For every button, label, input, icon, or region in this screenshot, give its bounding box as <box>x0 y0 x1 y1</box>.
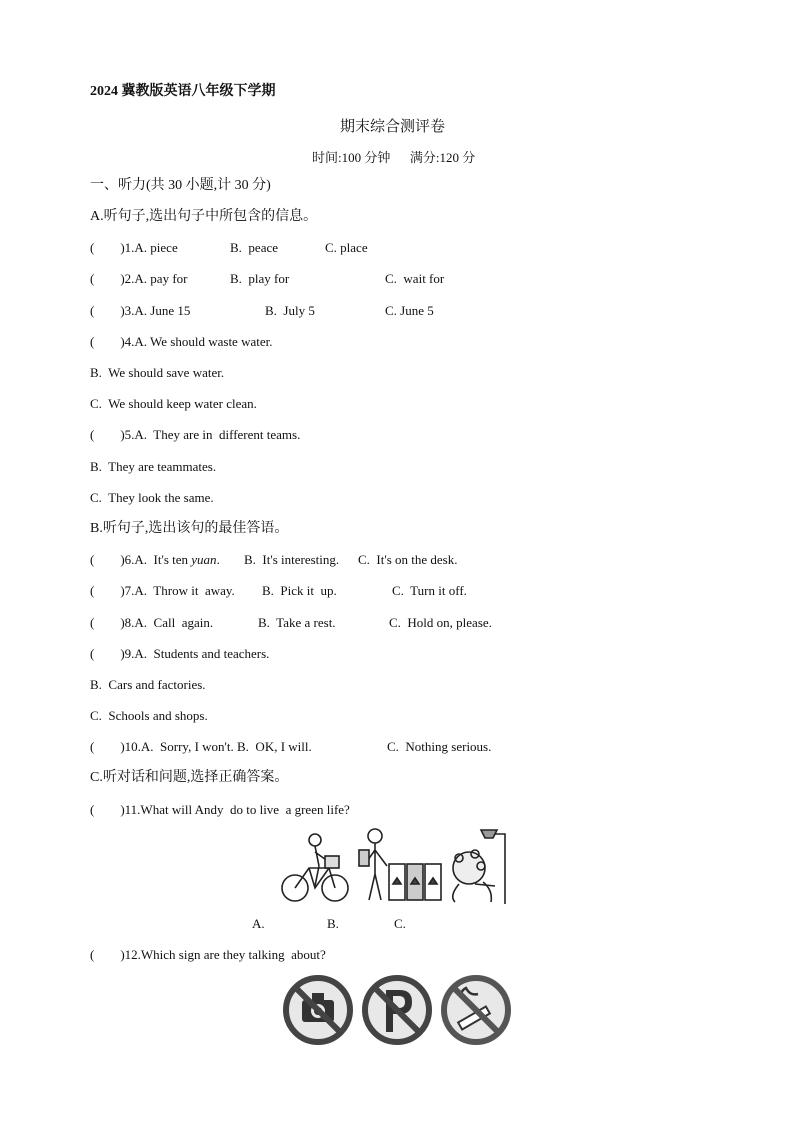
no-parking-sign-icon <box>365 978 429 1042</box>
question-1: ( )1.A. piece <box>90 240 178 255</box>
question-5-option-c: C. They look the same. <box>90 490 214 505</box>
question-2-option-c: C. wait for <box>385 271 445 286</box>
part-c-instruction: C.听对话和问题,选择正确答案。 <box>90 770 289 785</box>
question-8: ( )8.A. Call again. <box>90 615 214 630</box>
question-6-stem: ( )6.A. It's ten <box>90 552 192 567</box>
question-3-option-c: C. June 5 <box>385 303 434 318</box>
question-2-option-b: B. play for <box>230 271 290 286</box>
q11-label-c: C. <box>394 916 406 931</box>
question-8-option-c: C. Hold on, please. <box>389 615 492 630</box>
question-4-option-c: C. We should keep water clean. <box>90 396 257 411</box>
part-b-instruction: B.听句子,选出该句的最佳答语。 <box>90 521 289 536</box>
question-6-option-c: C. It's on the desk. <box>358 552 458 567</box>
question-5: ( )5.A. They are in different teams. <box>90 427 301 442</box>
question-7: ( )7.A. Throw it away. <box>90 583 235 598</box>
question-12: ( )12.Which sign are they talking about? <box>90 947 326 962</box>
section-heading: 一、听力(共 30 小题,计 30 分) <box>90 178 271 193</box>
bicycle-boy-picture <box>282 834 348 901</box>
recycling-boy-picture <box>359 829 441 900</box>
q11-label-a: A. <box>252 916 265 931</box>
question-4-option-b: B. We should save water. <box>90 365 225 380</box>
no-photography-sign-icon <box>286 978 350 1042</box>
shower-washing-picture <box>453 830 505 904</box>
question-10: ( )10.A. Sorry, I won't. B. OK, I will. <box>90 739 312 754</box>
question-5-option-b: B. They are teammates. <box>90 459 217 474</box>
question-7-option-c: C. Turn it off. <box>392 583 467 598</box>
question-2: ( )2.A. pay for <box>90 271 188 286</box>
part-a-instruction: A.听句子,选出句子中所包含的信息。 <box>90 209 318 224</box>
question-8-option-b: B. Take a rest. <box>258 615 336 630</box>
question-7-option-b: B. Pick it up. <box>262 583 337 598</box>
q12-signs <box>282 974 514 1046</box>
exam-subtitle: 期末综合测评卷 <box>340 119 446 135</box>
question-4: ( )4.A. We should waste water. <box>90 334 273 349</box>
q11-pictures <box>279 826 513 906</box>
time-info: 时间:100 分钟 满分:120 分 <box>312 150 476 165</box>
question-6-period: . <box>216 552 220 567</box>
question-9: ( )9.A. Students and teachers. <box>90 646 270 661</box>
question-1-option-c: C. place <box>325 240 368 255</box>
question-10-option-c: C. Nothing serious. <box>387 739 492 754</box>
question-6-option-b: B. It's interesting. <box>244 552 340 567</box>
question-9-option-b: B. Cars and factories. <box>90 677 206 692</box>
no-smoking-sign-icon <box>444 978 508 1042</box>
question-11: ( )11.What will Andy do to live a green life? <box>90 802 350 817</box>
question-9-option-c: C. Schools and shops. <box>90 708 208 723</box>
question-6-yuan: yuan <box>191 552 217 567</box>
q11-label-b: B. <box>327 916 339 931</box>
question-3-option-b: B. July 5 <box>265 303 315 318</box>
question-6 <box>90 552 220 568</box>
question-3: ( )3.A. June 15 <box>90 303 191 318</box>
exam-title: 2024 冀教版英语八年级下学期 <box>90 84 276 99</box>
question-1-option-b: B. peace <box>230 240 279 255</box>
